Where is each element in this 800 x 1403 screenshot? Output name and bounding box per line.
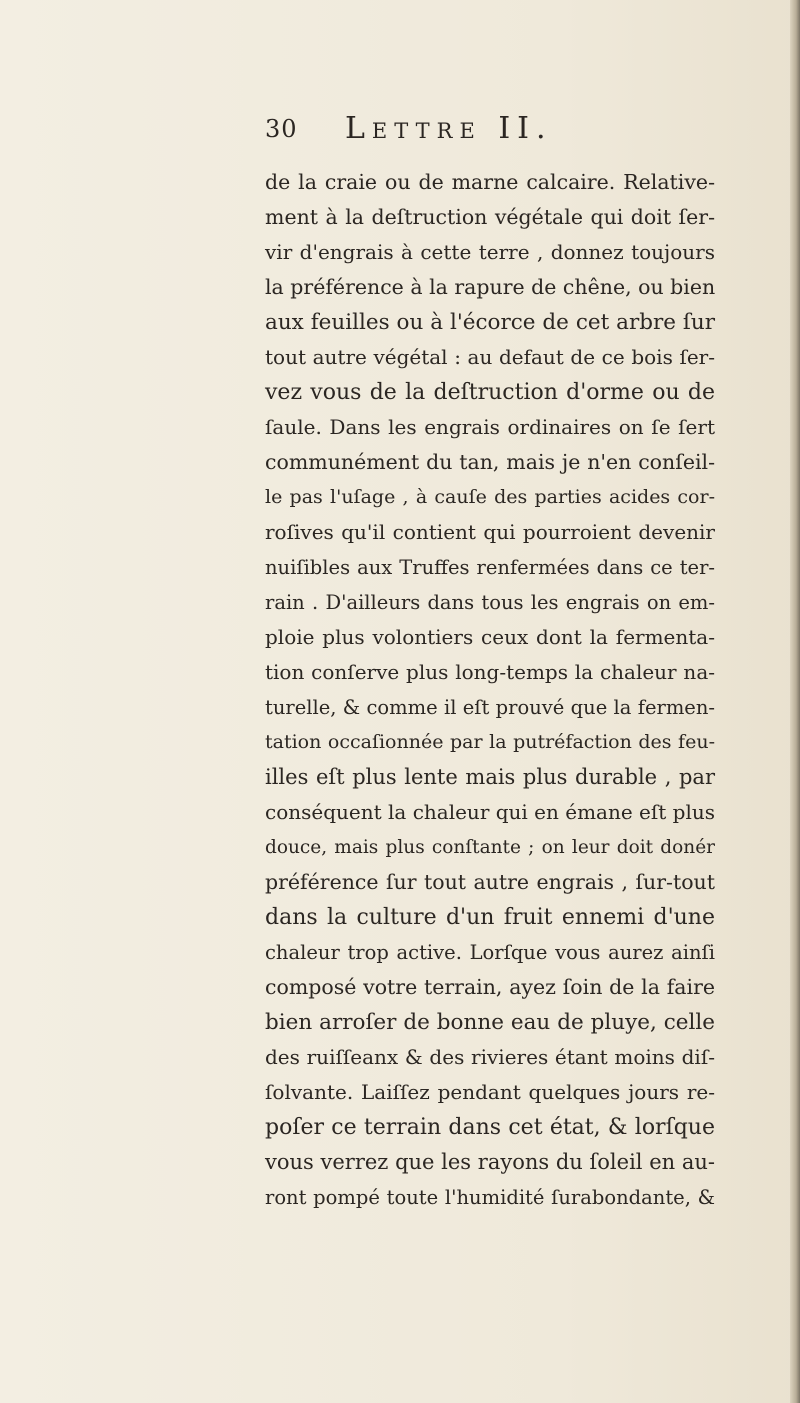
text-line: roſives qu'il contient qui pourroient devenir [265, 520, 715, 544]
text-line: tation occaſionnée par la putréfaction des feu- [265, 731, 715, 753]
text-line: nuiſibles aux Truffes renfermées dans ce ter- [265, 556, 715, 579]
text-line: tout autre végétal : au defaut de ce bois ſer- [265, 345, 715, 369]
text-line: aux feuilles ou à l'écorce de cet arbre ſur [265, 310, 715, 335]
text-line: vous verrez que les rayons du ſoleil en au- [265, 1150, 715, 1174]
text-line: composé votre terrain, ayez ſoin de la faire [265, 975, 715, 999]
text-line: de la craie ou de marne calcaire. Relative- [265, 170, 715, 194]
text-line: conséquent la chaleur qui en émane eſt plus [265, 800, 716, 824]
text-line: des ruiſſeanx & des rivieres étant moins diſ- [265, 1045, 715, 1069]
page-number: 30 [265, 115, 298, 143]
running-title: Lettre II. [345, 111, 553, 146]
text-line: rain . D'ailleurs dans tous les engrais on em- [265, 591, 715, 614]
text-line: bien arroſer de bonne eau de pluye, celle [265, 1010, 715, 1035]
text-line: dans la culture d'un fruit ennemi d'une [265, 905, 715, 930]
text-line: vir d'engrais à cette terre , donnez toujours [265, 240, 715, 264]
text-line: ront pompé toute l'humidité ſurabondante, & [265, 1186, 715, 1209]
body-text [265, 165, 715, 1215]
text-line: le pas l'uſage , à cauſe des parties acides cor- [265, 486, 715, 508]
text-line: ſaule. Dans les engrais ordinaires on ſe ſert [265, 415, 715, 439]
page-header [265, 113, 715, 153]
text-line: poſer ce terrain dans cet état, & lorſque [265, 1115, 715, 1140]
text-line: douce, mais plus conſtante ; on leur doit donér [265, 837, 715, 858]
text-line: ploie plus volontiers ceux dont la fermenta- [265, 625, 715, 649]
text-line: la préférence à la rapure de chêne, ou bien [265, 275, 716, 299]
text-line: préférence ſur tout autre engrais , ſur-tout [265, 870, 715, 894]
text-line: illes eſt plus lente mais plus durable , par [265, 765, 715, 789]
page-edge-shadow [790, 0, 800, 1403]
text-line: turelle, & comme il eſt prouvé que la fermen- [265, 696, 715, 719]
text-line: vez vous de la deſtruction d'orme ou de [265, 380, 715, 405]
text-line: ſolvante. Laiſſez pendant quelques jours re- [265, 1080, 715, 1104]
text-line: tion conſerve plus long-temps la chaleur na- [265, 660, 715, 684]
text-line: ment à la deſtruction végétale qui doit ſer- [265, 205, 715, 229]
text-line: communément du tan, mais je n'en conſeil- [265, 450, 715, 474]
text-line: chaleur trop active. Lorſque vous aurez ainſi [265, 941, 715, 964]
